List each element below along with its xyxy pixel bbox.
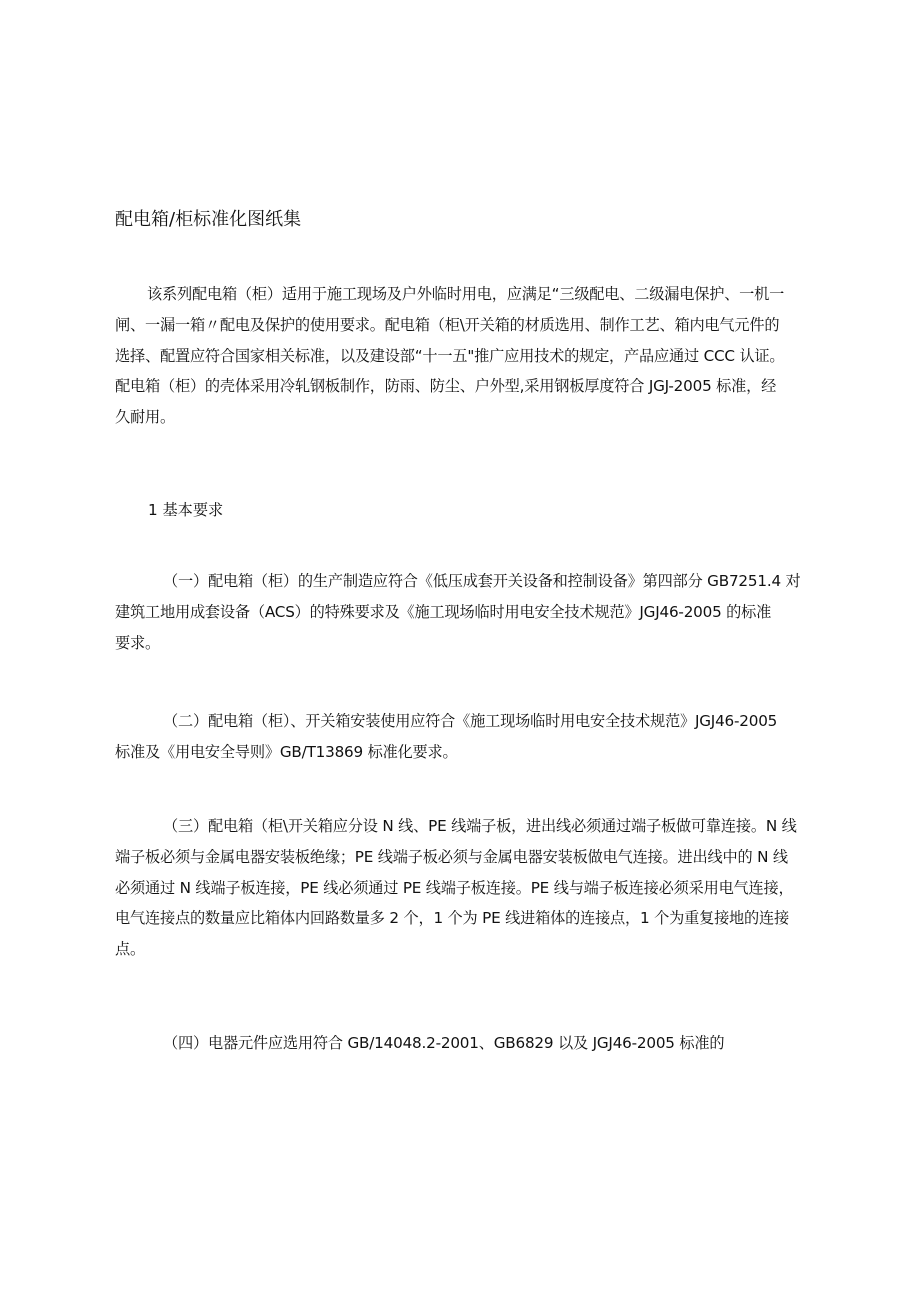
item-1-line-2: 建筑工地用成套设备（ACS）的特殊要求及《施工现场临时用电安全技术规范》JGJ46-2005 的标准 <box>115 602 772 621</box>
item-3-line-3: 必须通过 N 线端子板连接，PE 线必须通过 PE 线端子板连接。PE 线与端子板连接必须采用电气连接， <box>115 878 794 897</box>
section-heading: 1 基本要求 <box>148 501 224 519</box>
item-1-line-1: （一）配电箱（柜）的生产制造应符合《低压成套开关设备和控制设备》第四部分 GB7251.4 对 <box>163 572 801 590</box>
item-4-line-1: （四）电器元件应选用符合 GB/14048.2-2001、GB6829 以及 JGJ46-2005 标准的 <box>163 1034 725 1052</box>
item-3-line-4: 电气连接点的数量应比箱体内回路数量多 2 个，1 个为 PE 线进箱体的连接点，1 个为重复接地的连接 <box>115 909 790 928</box>
intro-line-1: 该系列配电箱（柜）适用于施工现场及户外临时用电，应满足“三级配电、二级漏电保护、一机一 <box>147 285 785 303</box>
document-title: 配电箱/柜标准化图纸集 <box>115 209 302 230</box>
item-2-line-2: 标准及《用电安全导则》GB/T13869 标准化要求。 <box>115 742 458 761</box>
requirement-item-2 <box>115 706 820 768</box>
item-3-line-2: 端子板必须与金属电器安装板绝缘；PE 线端子板必须与金属电器安装板做电气连接。进出线中的 N 线 <box>115 847 788 866</box>
intro-line-3: 选择、配置应符合国家相关标准，以及建设部“十一五"推广应用技术的规定，产品应通过 CCC 认证。 <box>115 346 785 365</box>
intro-paragraph <box>115 279 820 433</box>
requirement-item-4 <box>115 1028 820 1059</box>
intro-line-5: 久耐用。 <box>115 408 175 427</box>
item-2-line-1: （二）配电箱（柜）、开关箱安装使用应符合《施工现场临时用电安全技术规范》JGJ46-2005 <box>163 712 778 730</box>
requirement-item-3 <box>115 811 820 965</box>
item-1-line-3: 要求。 <box>115 633 160 652</box>
intro-line-2: 闸、一漏一箱〃配电及保护的使用要求。配电箱（柜\开关箱的材质选用、制作工艺、箱内电气元件的 <box>115 315 780 334</box>
item-3-line-5: 点。 <box>115 940 145 959</box>
intro-line-4: 配电箱（柜）的壳体采用冷轧钢板制作，防雨、防尘、户外型,采用钢板厚度符合 JGJ-2005 标准，经 <box>115 377 777 396</box>
requirement-item-1 <box>115 566 820 658</box>
item-3-line-1: （三）配电箱（柜\开关箱应分设 N 线、PE 线端子板，进出线必须通过端子板做可靠连接。N 线 <box>163 817 797 835</box>
